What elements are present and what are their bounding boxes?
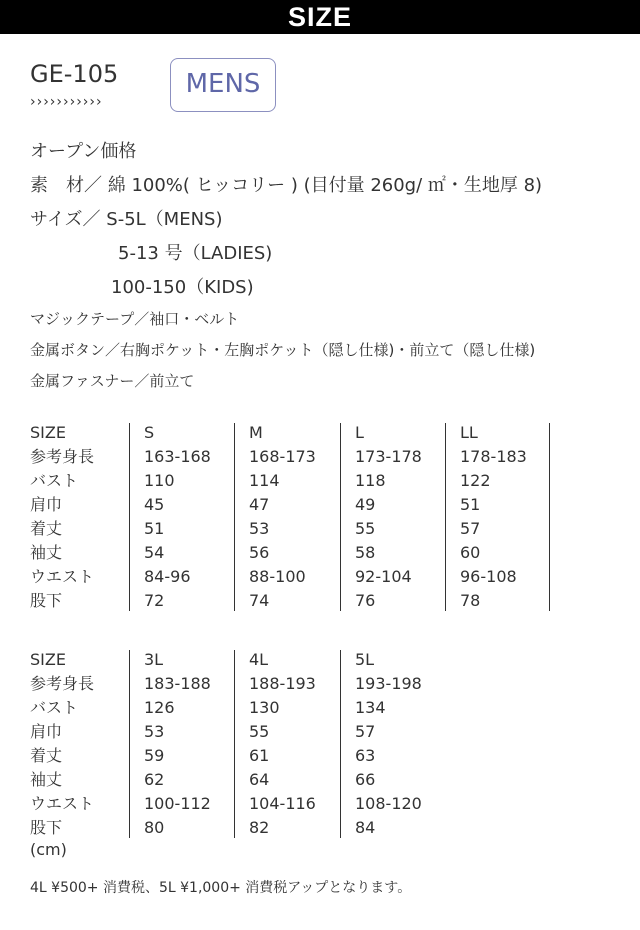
- table-cell: 74: [249, 591, 270, 610]
- row-label: ウエスト: [30, 567, 95, 586]
- row-label: 肩巾: [30, 722, 63, 741]
- table-cell: 88-100: [249, 567, 306, 586]
- section-header: [0, 0, 640, 34]
- table-cell: 130: [249, 698, 280, 717]
- table-row: [30, 469, 570, 493]
- price-footnote: 4L ¥500+ 消費税、5L ¥1,000+ 消費税アップとなります。: [30, 880, 412, 896]
- table-cell: 173-178: [355, 447, 422, 466]
- row-label: SIZE: [30, 650, 66, 669]
- table-cell: 96-108: [460, 567, 517, 586]
- table-cell: 84: [355, 818, 376, 837]
- table-cell: 47: [249, 495, 270, 514]
- table-row: [30, 720, 570, 744]
- arrow-decoration: ›››››››››››: [30, 94, 103, 110]
- row-label: ウエスト: [30, 794, 95, 813]
- table-cell: 54: [144, 543, 165, 562]
- table-cell: 126: [144, 698, 175, 717]
- table-cell: 57: [355, 722, 376, 741]
- table-cell: 78: [460, 591, 481, 610]
- table-cell: 53: [144, 722, 165, 741]
- table-cell: 108-120: [355, 794, 422, 813]
- table-header-row: [30, 648, 570, 672]
- table-cell: 61: [249, 746, 270, 765]
- table-row: [30, 816, 570, 840]
- table-cell: 66: [355, 770, 376, 789]
- table-cell: 51: [144, 519, 165, 538]
- table-cell: 82: [249, 818, 270, 837]
- table-cell: 5L: [355, 650, 375, 669]
- category-badge: [170, 58, 276, 112]
- row-label: バスト: [30, 471, 79, 490]
- table-cell: L: [355, 423, 364, 442]
- table-cell: 110: [144, 471, 175, 490]
- table-row: [30, 792, 570, 816]
- size-table-1: [30, 421, 570, 613]
- table-cell: 3L: [144, 650, 164, 669]
- row-label: SIZE: [30, 423, 66, 442]
- size-kids-text: 100-150（KIDS): [111, 277, 254, 298]
- header-title: SIZE: [287, 2, 352, 32]
- table-cell: 72: [144, 591, 165, 610]
- table-cell: 4L: [249, 650, 269, 669]
- table-cell: 56: [249, 543, 270, 562]
- table-row: [30, 493, 570, 517]
- table-cell: 57: [460, 519, 481, 538]
- table-cell: 49: [355, 495, 376, 514]
- row-label: 袖丈: [30, 543, 63, 562]
- table-cell: 193-198: [355, 674, 422, 693]
- table-cell: S: [144, 423, 155, 442]
- price-text: オープン価格: [30, 141, 137, 162]
- table-cell: 178-183: [460, 447, 527, 466]
- row-label: 股下: [30, 818, 63, 837]
- table-row: [30, 768, 570, 792]
- table-row: [30, 565, 570, 589]
- model-number: GE-105: [30, 60, 119, 88]
- size-mens-text: サイズ／ S-5L（MENS): [30, 209, 223, 230]
- table-cell: 63: [355, 746, 376, 765]
- badge-label: MENS: [185, 69, 261, 99]
- table-cell: 45: [144, 495, 165, 514]
- table-cell: 80: [144, 818, 165, 837]
- feature-velcro: マジックテープ／袖口・ベルト: [30, 310, 240, 328]
- table-cell: 55: [249, 722, 270, 741]
- table-cell: M: [249, 423, 263, 442]
- table-cell: 58: [355, 543, 376, 562]
- table-cell: 60: [460, 543, 481, 562]
- material-text: 素 材／ 綿 100%( ヒッコリー ) (目付量 260g/ ㎡・生地厚 8): [30, 175, 543, 196]
- unit-label: (cm): [30, 840, 67, 859]
- table-cell: 104-116: [249, 794, 316, 813]
- row-label: 肩巾: [30, 495, 63, 514]
- row-label: 参考身長: [30, 447, 95, 466]
- row-label: 参考身長: [30, 674, 95, 693]
- table-cell: 76: [355, 591, 376, 610]
- table-header-row: [30, 421, 570, 445]
- table-row: [30, 744, 570, 768]
- feature-zipper: 金属ファスナー／前立て: [30, 372, 195, 390]
- table-cell: 53: [249, 519, 270, 538]
- row-label: 袖丈: [30, 770, 63, 789]
- table-cell: 118: [355, 471, 386, 490]
- size-ladies-text: 5-13 号（LADIES): [118, 243, 273, 264]
- table-row: [30, 589, 570, 613]
- table-row: [30, 696, 570, 720]
- table-cell: 163-168: [144, 447, 211, 466]
- table-row: [30, 517, 570, 541]
- row-label: 着丈: [30, 746, 63, 765]
- table-cell: 114: [249, 471, 280, 490]
- row-label: バスト: [30, 698, 79, 717]
- table-row: [30, 672, 570, 696]
- table-row: [30, 445, 570, 469]
- row-label: 着丈: [30, 519, 63, 538]
- table-cell: 100-112: [144, 794, 211, 813]
- table-cell: 183-188: [144, 674, 211, 693]
- table-cell: 92-104: [355, 567, 412, 586]
- size-table-2: [30, 648, 570, 840]
- table-cell: 59: [144, 746, 165, 765]
- table-cell: 188-193: [249, 674, 316, 693]
- table-cell: 134: [355, 698, 386, 717]
- table-cell: 168-173: [249, 447, 316, 466]
- table-cell: 84-96: [144, 567, 191, 586]
- table-cell: 62: [144, 770, 165, 789]
- row-label: 股下: [30, 591, 63, 610]
- table-cell: 64: [249, 770, 270, 789]
- table-row: [30, 541, 570, 565]
- table-cell: 122: [460, 471, 491, 490]
- feature-buttons: 金属ボタン／右胸ポケット・左胸ポケット（隠し仕様)・前立て（隠し仕様): [30, 341, 536, 359]
- table-cell: 55: [355, 519, 376, 538]
- table-cell: LL: [460, 423, 478, 442]
- table-cell: 51: [460, 495, 481, 514]
